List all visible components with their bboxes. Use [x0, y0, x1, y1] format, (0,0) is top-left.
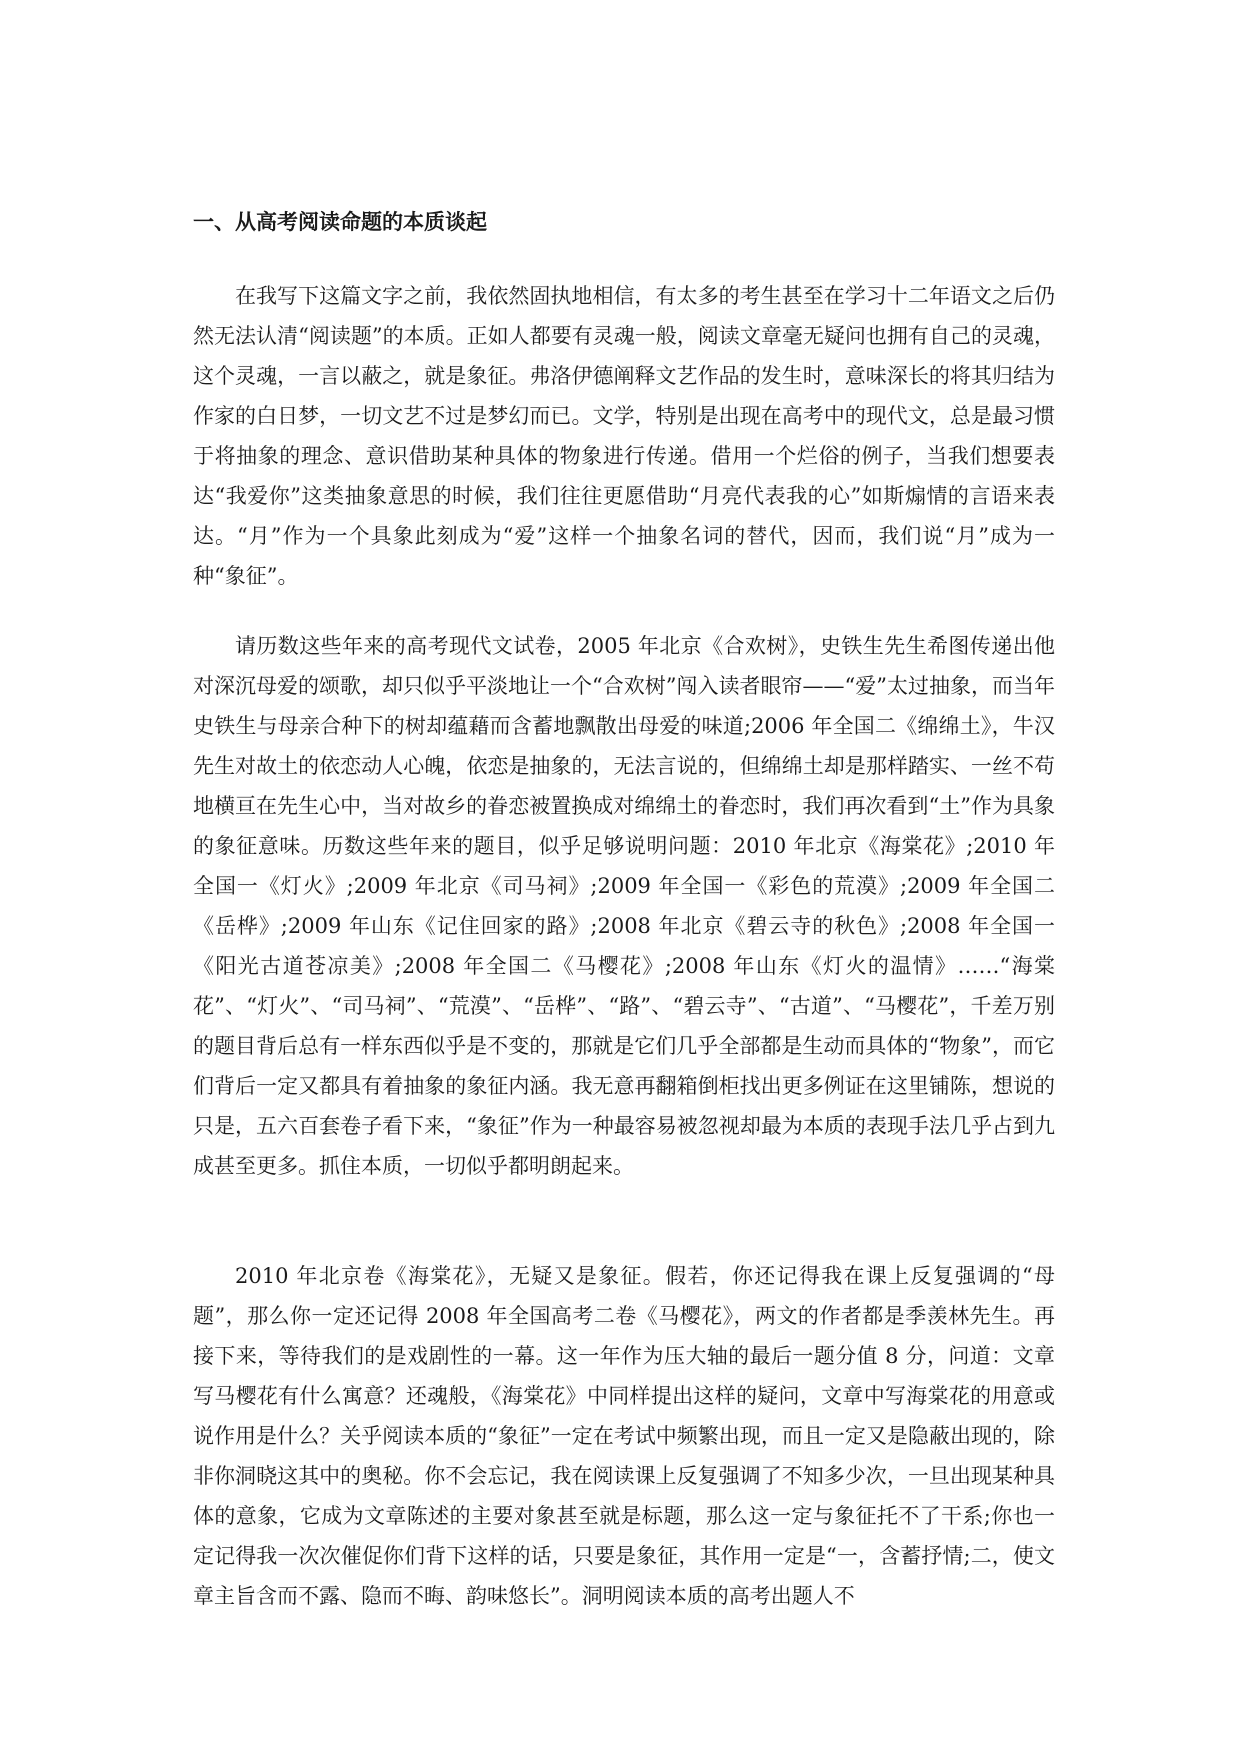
- document-body: [193, 202, 1055, 1616]
- paragraph-2: 请历数这些年来的高考现代文试卷，2005 年北京《合欢树》，史铁生先生希图传递出他对深沉母爱的颂歌，却只似乎平淡地让一个“合欢树”闯入读者眼帘——“爱”太过抽象，而当年史铁生与母亲合种下的树却蕴藉而含蓄地飘散出母爱的味道;2006 年全国二《绵绵土》，牛汉先生对故土的依恋动人心魄，依恋是抽象的，无法言说的，但绵绵土却是那样踏实、一丝不苟地横亘在先生心中，当对故乡的眷恋被置换成对绵绵土的眷恋时，我们再次看到“土”作为具象的象征意味。历数这些年来的题目，似乎足够说明问题：2010 年北京《海棠花》;2010 年全国一《灯火》;2009 年北京《司马祠》;2009 年全国一《彩色的荒漠》;2009 年全国二《岳桦》;2009 年山东《记住回家的路》;2008 年北京《碧云寺的秋色》;2008 年全国一《阳光古道苍凉美》;2008 年全国二《马樱花》;2008 年山东《灯火的温情》……“海棠花”、“灯火”、“司马祠”、“荒漠”、“岳桦”、“路”、“碧云寺”、“古道”、“马樱花”，千差万别的题目背后总有一样东西似乎是不变的，那就是它们几乎全部都是生动而具体的“物象”，而它们背后一定又都具有着抽象的象征内涵。我无意再翻箱倒柜找出更多例证在这里铺陈，想说的只是，五六百套卷子看下来，“象征”作为一种最容易被忽视却最为本质的表现手法几乎占到九成甚至更多。抓住本质，一切似乎都明朗起来。: [193, 634, 1055, 1178]
- paragraph-1: 在我写下这篇文字之前，我依然固执地相信，有太多的考生甚至在学习十二年语文之后仍然无法认清“阅读题”的本质。正如人都要有灵魂一般，阅读文章毫无疑问也拥有自己的灵魂，这个灵魂，一言以蔽之，就是象征。弗洛伊德阐释文艺作品的发生时，意味深长的将其归结为作家的白日梦，一切文艺不过是梦幻而已。文学，特别是出现在高考中的现代文，总是最习惯于将抽象的理念、意识借助某种具体的物象进行传递。借用一个烂俗的例子，当我们想要表达“我爱你”这类抽象意思的时候，我们往往更愿借助“月亮代表我的心”如斯煽情的言语来表达。“月”作为一个具象此刻成为“爱”这样一个抽象名词的替代，因而，我们说“月”成为一种“象征”。: [193, 284, 1055, 588]
- section-heading: 一、从高考阅读命题的本质谈起: [193, 210, 487, 234]
- paragraph-3: 2010 年北京卷《海棠花》，无疑又是象征。假若，你还记得我在课上反复强调的“母题”，那么你一定还记得 2008 年全国高考二卷《马樱花》，两文的作者都是季羡林先生。再接下来，等待我们的是戏剧性的一幕。这一年作为压大轴的最后一题分值 8 分，问道：文章写马樱花有什么寓意？还魂般，《海棠花》中同样提出这样的疑问，文章中写海棠花的用意或说作用是什么？关乎阅读本质的“象征”一定在考试中频繁出现，而且一定又是隐蔽出现的，除非你洞晓这其中的奥秘。你不会忘记，我在阅读课上反复强调了不知多少次，一旦出现某种具体的意象，它成为文章陈述的主要对象甚至就是标题，那么这一定与象征托不了干系;你也一定记得我一次次催促你们背下这样的话，只要是象征，其作用一定是“一，含蓄抒情;二，使文章主旨含而不露、隐而不晦、韵味悠长”。洞明阅读本质的高考出题人不: [193, 1264, 1055, 1608]
